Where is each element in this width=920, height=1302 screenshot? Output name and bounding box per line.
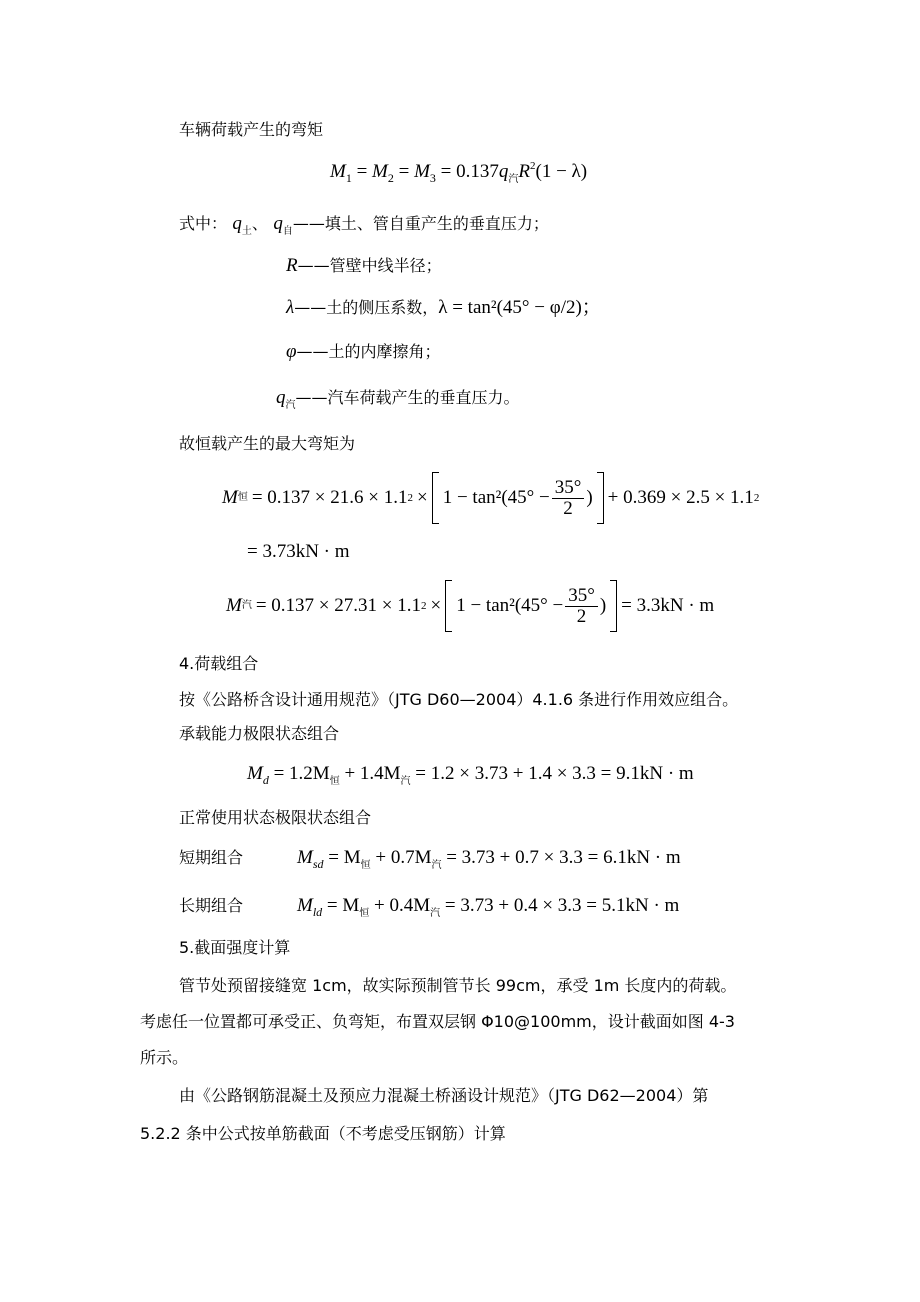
long-car-subscript: 汽 [430, 908, 441, 919]
where-lambda-desc: ——土的侧压系数， [294, 298, 439, 317]
heading-max-dead-moment: 故恒载产生的最大弯矩为 [179, 434, 356, 453]
heading-vehicle-moment: 车辆荷载产生的弯矩 [179, 120, 324, 139]
msd-subscript: sd [312, 857, 324, 871]
coefficient: 0.137 [456, 161, 499, 182]
equation-dead-load-moment: M 恒 = 0.137 × 21.6 × 1.1 2 × 1 − tan²(45° − $\frac{35^\circ}{2}$ ) + 0.369 × 2.5 × 1.1 2 [222, 470, 759, 526]
section-5-para-line3: 所示。 [140, 1048, 189, 1067]
m2-symbol: M [372, 161, 388, 182]
where-lambda: λ——土的侧压系数，λ = tan²(45° − φ/2)； [286, 297, 601, 318]
section-5-title: 5.截面强度计算 [179, 938, 291, 957]
car-fraction [565, 586, 598, 627]
car-close-paren: ) [599, 595, 607, 616]
r-exponent: 2 [530, 160, 536, 172]
section-5-para-line1: 管节处预留接缝宽 1cm，故实际预制管节长 99cm，承受 1m 长度内的荷载。 [179, 976, 737, 995]
car-right-bracket [610, 580, 617, 632]
dead-bracket-content: 1 − tan²(45° − [442, 487, 550, 508]
section-4-paragraph: 按《公路桥含设计通用规范》（JTG D60—2004）4.1.6 条进行作用效应组合。 [179, 690, 739, 709]
m3-symbol: M [414, 161, 430, 182]
mld-subscript: ld [312, 905, 323, 919]
long-term-label: 长期组合 [179, 896, 244, 915]
where-q-earth-self: 式中： $q_土$、 $q_自——$填土、管自重产生的垂直压力； [179, 213, 549, 237]
q-car-desc-subscript: 汽 [285, 400, 296, 411]
uls-car-subscript: 汽 [400, 776, 411, 787]
long-term-combination: 长期组合 $M_{ld} = M_恒 + 0.4M_汽 = 3.73 + 0.4 \times 3.3 = 5.1kN \cdot m$ [179, 895, 680, 919]
uls-part3: = 1.2 × 3.73 + 1.4 × 3.3 = 9.1kN · m [415, 763, 694, 784]
reference-para-line1: 由《公路钢筋混凝土及预应力混凝土桥涵设计规范》（JTG D62—2004）第 [179, 1086, 709, 1105]
q-earth-subscript: 土 [241, 226, 252, 237]
uls-dead-subscript: 恒 [329, 776, 340, 787]
dead-load-result: = 3.73kN · m [247, 541, 350, 562]
car-left-bracket [445, 580, 452, 632]
dead-fraction [552, 478, 585, 519]
short-car-subscript: 汽 [431, 860, 442, 871]
where-intro: 式中： [179, 214, 228, 233]
uls-part1: = 1.2M [273, 763, 330, 784]
left-bracket [432, 472, 439, 524]
dead-fraction-denominator: 2 [563, 497, 573, 519]
long-part3: = 3.73 + 0.4 × 3.3 = 5.1kN · m [444, 895, 680, 916]
dead-right-term: + 0.369 × 2.5 × 1.1 [607, 487, 754, 508]
m-dead-subscript: 恒 [237, 492, 248, 503]
where-r-desc: ——管壁中线半径； [297, 256, 442, 275]
car-fraction-numerator: 35° [565, 586, 598, 607]
where-phi: φ——土的内摩擦角； [286, 341, 441, 362]
reference-para-line2: 5.2.2 条中公式按单筋截面（不考虑受压钢筋）计算 [140, 1124, 506, 1143]
sls-title: 正常使用状态极限状态组合 [179, 808, 372, 827]
m-car-subscript: 汽 [241, 600, 252, 611]
long-part2: + 0.4M [374, 895, 431, 916]
m1-symbol: M [330, 161, 346, 182]
car-bracket-content: 1 − tan²(45° − [456, 595, 564, 616]
m3-subscript: 3 [429, 171, 436, 185]
long-part1: = M [326, 895, 360, 916]
car-fraction-denominator: 2 [576, 605, 587, 627]
dead-left-term: = 0.137 × 21.6 × 1.1 [251, 487, 408, 508]
r-symbol: R [518, 161, 530, 182]
lambda-formula: λ = tan²(45° − φ/2)； [438, 297, 601, 318]
short-part3: = 3.73 + 0.7 × 3.3 = 6.1kN · m [446, 847, 681, 868]
right-bracket [597, 472, 604, 524]
lambda-factor: (1 − λ) [535, 161, 588, 182]
car-left-term: = 0.137 × 27.31 × 1.1 [255, 595, 421, 616]
where-phi-desc: ——土的内摩擦角； [296, 342, 441, 361]
dead-close-paren: ) [586, 487, 593, 508]
short-dead-subscript: 恒 [360, 860, 371, 871]
m2-subscript: 2 [387, 171, 394, 185]
short-part1: = M [328, 847, 361, 868]
uls-equation: $M_d = 1.2M_恒 + 1.4M_汽 = 1.2 \times 3.73 + 1.4 \times 3.3 = 9.1kN \cdot m$ [247, 763, 694, 787]
short-part2: + 0.7M [375, 847, 432, 868]
where-q-desc: ——填土、管自重产生的垂直压力； [292, 214, 549, 233]
md-subscript: d [262, 773, 269, 787]
dead-fraction-numerator: 35° [552, 478, 585, 499]
where-r: R——管壁中线半径； [286, 255, 442, 276]
car-result: = 3.3kN · m [621, 595, 715, 616]
q-car-subscript: 汽 [508, 174, 519, 185]
equation-car-load-moment: M 汽 = 0.137 × 27.31 × 1.1 2 × 1 − tan²(45° − $\frac{35^\circ}{2}$ ) = 3.3kN · m [226, 578, 714, 634]
formula-vehicle-moment: $M_1 = M_2 = M_3 = 0.137q_汽R^2(1 - \lambda)$ [330, 160, 588, 185]
long-dead-subscript: 恒 [359, 908, 370, 919]
where-q-car: $q_汽——$汽车荷载产生的垂直压力。 [276, 387, 520, 411]
q-self-subscript: 自 [282, 226, 293, 237]
section-5-para-line2: 考虑任一位置都可承受正、负弯矩，布置双层钢 Φ10@100mm，设计截面如图 4-3 [140, 1012, 735, 1031]
section-4-title: 4.荷载组合 [179, 654, 259, 673]
uls-title: 承载能力极限状态组合 [179, 724, 340, 743]
short-term-combination: 短期组合 $M_{sd} = M_恒 + 0.7M_汽 = 3.73 + 0.7 \times 3.3 = 6.1kN \cdot m$ [179, 847, 681, 871]
m1-subscript: 1 [345, 171, 352, 185]
uls-part2: + 1.4M [344, 763, 401, 784]
where-q-car-desc: ——汽车荷载产生的垂直压力。 [295, 388, 520, 407]
short-term-label: 短期组合 [179, 848, 244, 867]
q-symbol: q [498, 161, 509, 182]
